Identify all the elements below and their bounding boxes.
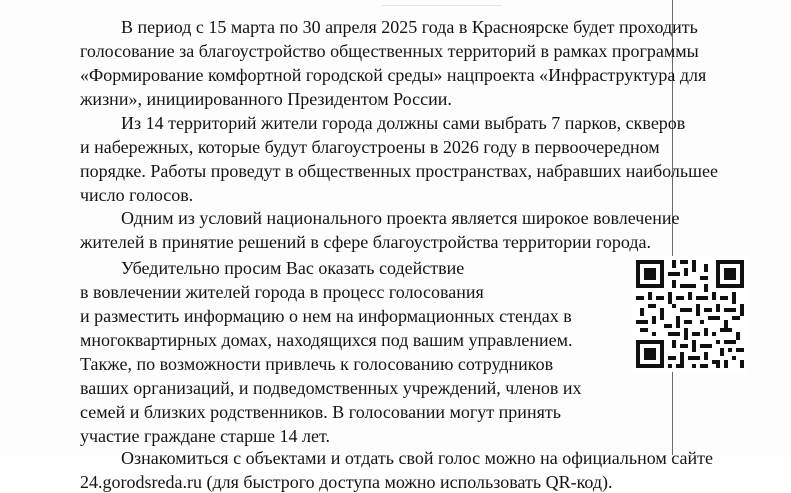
paragraph-5-line-1: Ознакомиться с объектами и отдать свой голос можно на официальном сайте: [121, 448, 713, 468]
paragraph-1-line-3: «Формирование комфортной городской среды» нацпроекта «Инфраструктура для: [80, 65, 707, 85]
paragraph-4-line-3: и разместить информацию о нем на информационных стендах в: [80, 306, 572, 326]
paragraph-1-line-2: голосование за благоустройство общественных территорий в рамках программы: [80, 41, 699, 61]
paragraph-1-line-4: жизни», инициированного Президентом России.: [80, 89, 452, 109]
page-header-fragment: [382, 0, 502, 6]
paragraph-4-line-6: ваших организаций, и подведомственных учреждений, членов их: [80, 378, 582, 398]
paragraph-2-line-1: Из 14 территорий жители города должны сами выбрать 7 парков, скверов: [121, 113, 686, 133]
paragraph-4-line-4: многоквартирных домах, находящихся под вашим управлением.: [80, 330, 573, 350]
paragraph-2-line-2: и набережных, которые будут благоустроены в 2026 году в первоочередном: [80, 137, 660, 157]
qr-code-icon[interactable]: [632, 256, 748, 372]
paragraph-1-line-1: В период с 15 марта по 30 апреля 2025 года в Красноярске будет проходить: [121, 17, 698, 37]
paragraph-2-line-4: число голосов.: [80, 185, 194, 205]
paragraph-3-line-1: Одним из условий национального проекта является широкое вовлечение: [121, 208, 680, 228]
paragraph-5-line-2: 24.gorodsreda.ru (для быстрого доступа можно использовать QR-код).: [80, 472, 613, 492]
paragraph-4-line-1: Убедительно просим Вас оказать содействие: [121, 258, 465, 278]
paragraph-4-line-7: семей и близких родственников. В голосовании могут принять: [80, 402, 561, 422]
paragraph-3-line-2: жителей в принятие решений в сфере благоустройства территории города.: [80, 232, 651, 252]
paragraph-4-line-5: Также, по возможности привлечь к голосованию сотрудников: [80, 354, 554, 374]
paragraph-2-line-3: порядке. Работы проведут в общественных пространствах, набравших наибольшее: [80, 161, 718, 181]
paragraph-4-line-8: участие граждане старше 14 лет.: [80, 426, 330, 446]
paragraph-4-line-2: в вовлечении жителей города в процесс голосования: [80, 282, 484, 302]
